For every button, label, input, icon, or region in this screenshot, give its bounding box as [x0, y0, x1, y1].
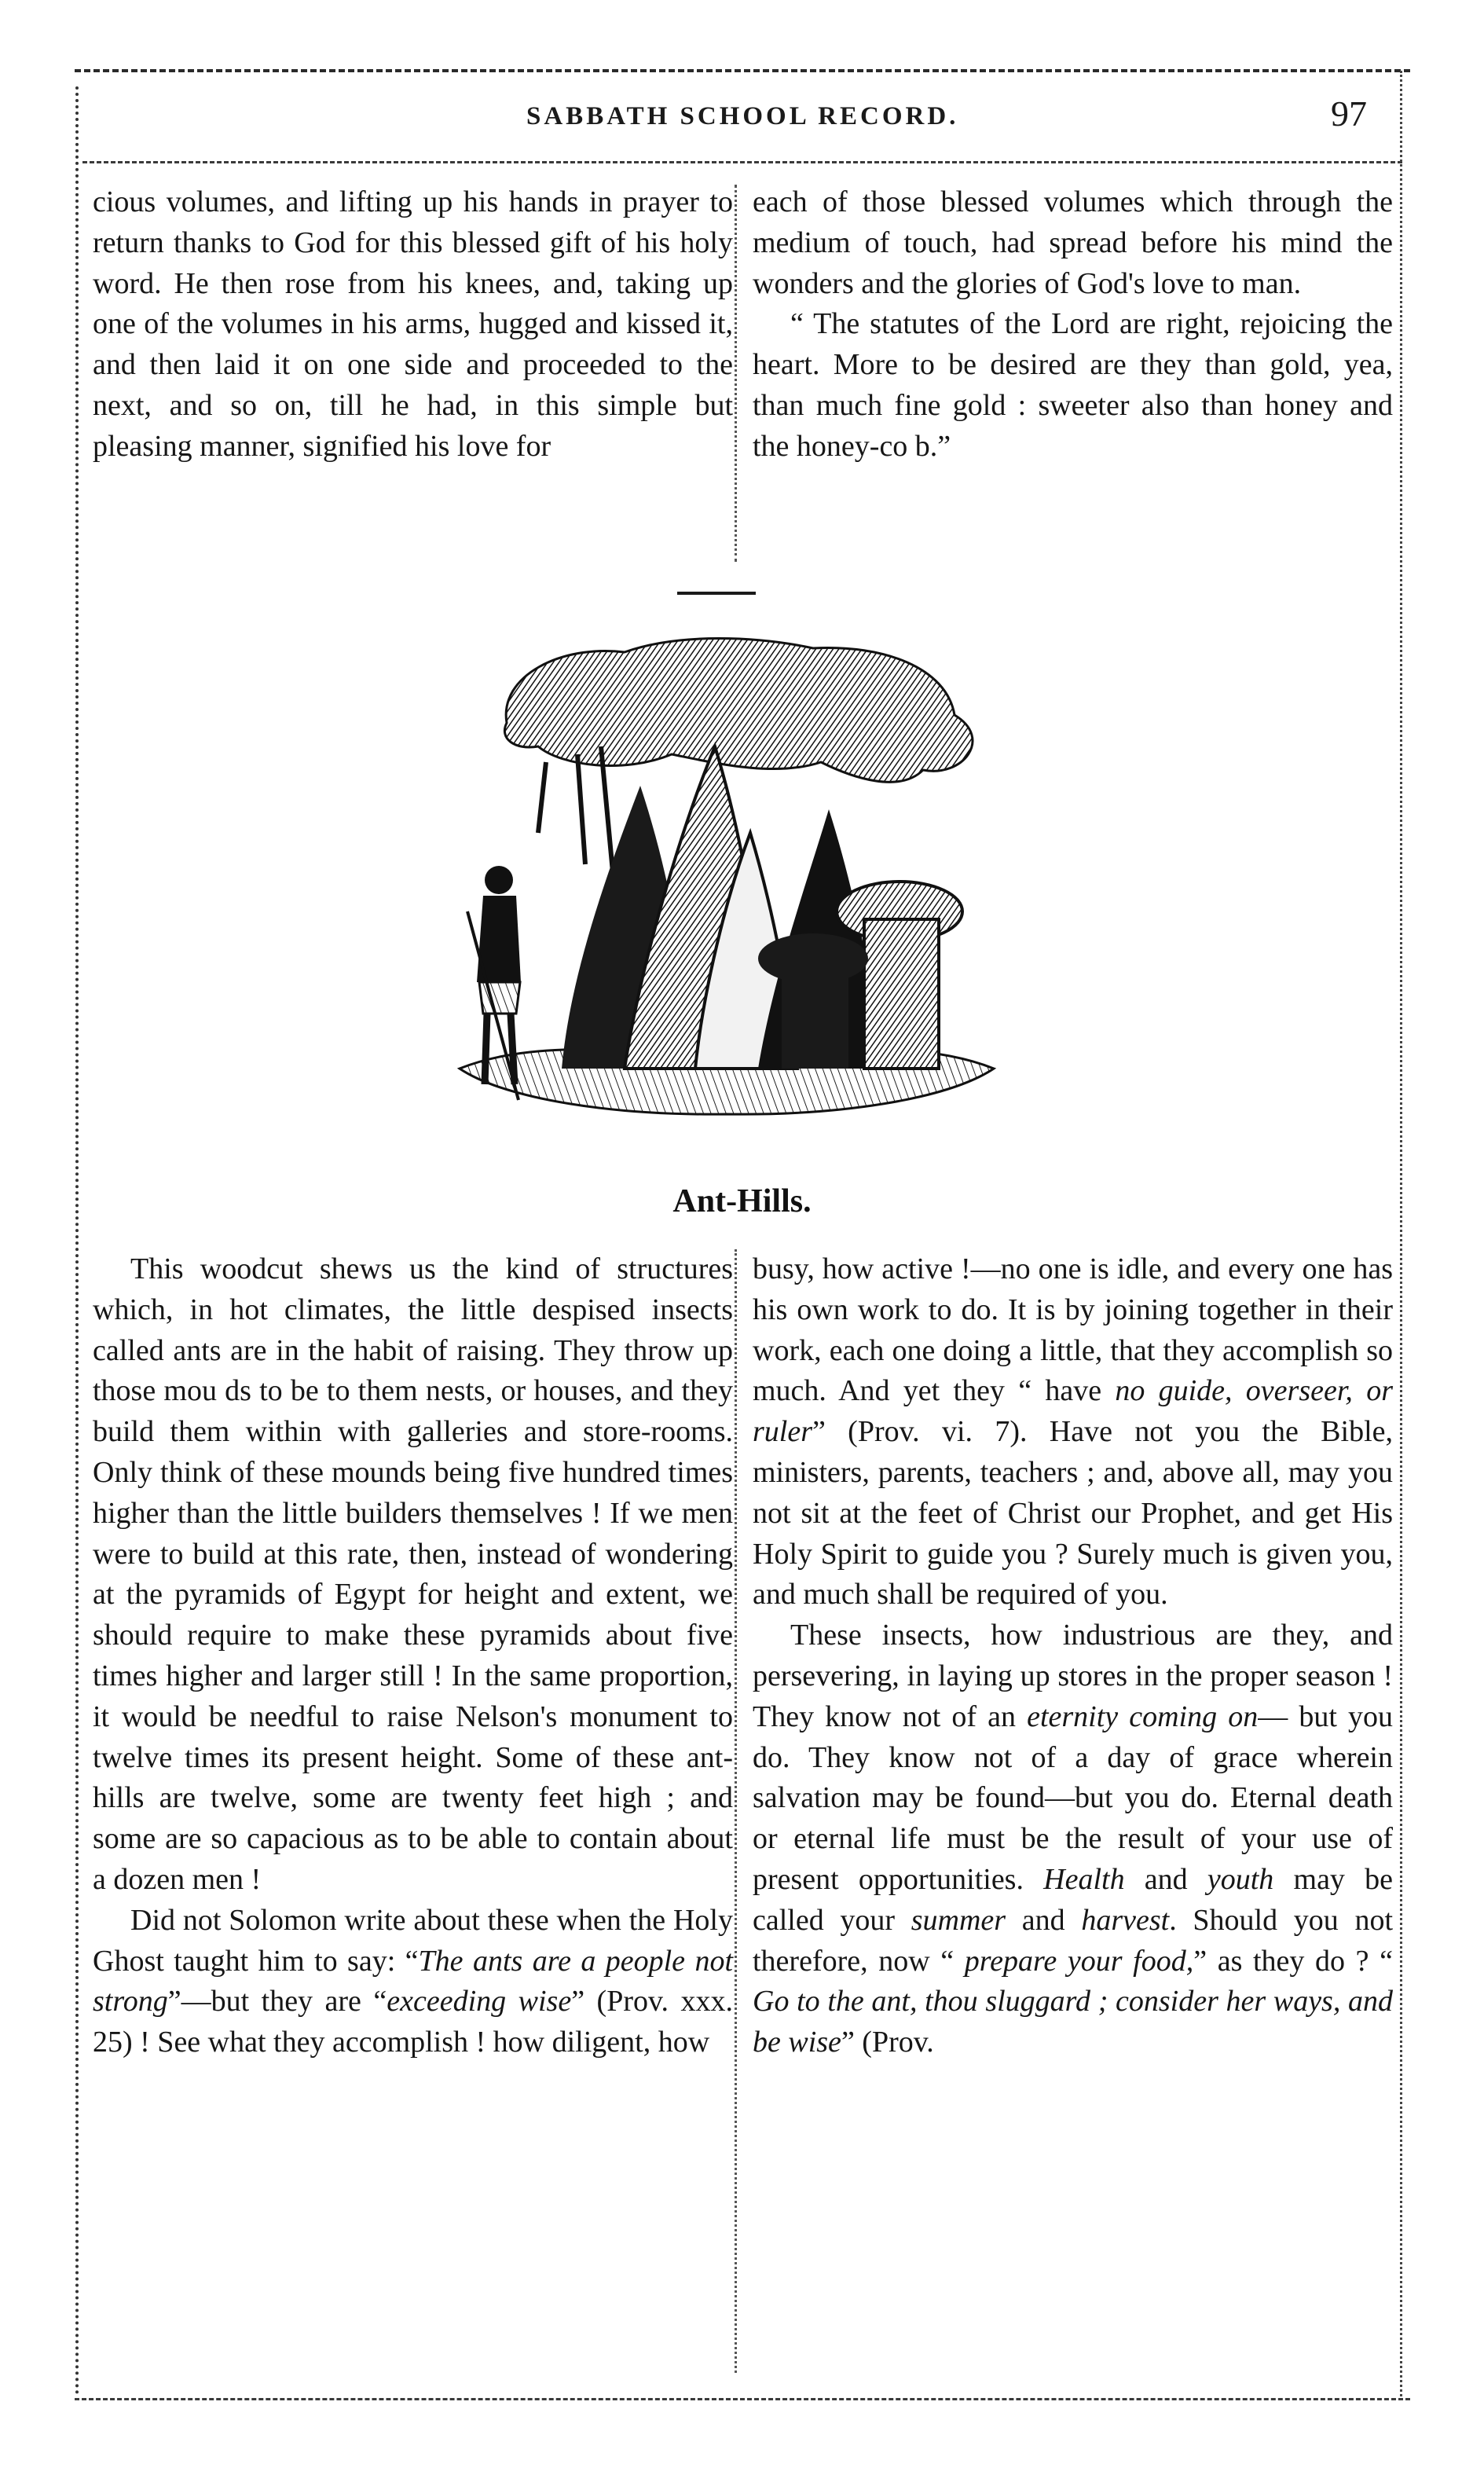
- column-divider-lower: [735, 1249, 737, 2373]
- text-run: — but you do. They know not of a day of grace wherein salvation may be found—but you do. Eternal death or eternal life must be the result of your use of present opportunities.: [753, 1700, 1393, 1896]
- scripture-quote: no guide, overseer, or ruler: [753, 1374, 1393, 1449]
- page-frame-top-rule: [75, 69, 1410, 72]
- emphasis: prepare your food,: [964, 1944, 1194, 1978]
- header-bottom-rule: [82, 161, 1402, 163]
- text-run: ” (Prov. vi. 7). Have not you the Bible, ministers, parents, teachers ; and, above all, may you not sit at the feet of Christ our Prophet, and get His Holy Spirit to guide you ? Surely much is given you, and much shall be required of you.: [753, 1415, 1393, 1612]
- paragraph: each of those blessed volumes which through the medium of touch, had spread before his mind the wonders and the glories of God's love to man.: [753, 185, 1393, 300]
- text-run: and: [1124, 1862, 1207, 1896]
- left-column-upper: [93, 182, 733, 468]
- emphasis: Health: [1043, 1862, 1125, 1896]
- emphasis: eternity coming on: [1027, 1700, 1259, 1733]
- scripture-quote: Go to the ant, thou sluggard ; consider her ways, and be wise: [753, 1985, 1393, 2059]
- mushroom-ant-hill-stem: [782, 966, 848, 1069]
- tree-canopy: [504, 639, 973, 783]
- right-column-upper: [753, 182, 1393, 468]
- running-title: SABBATH SCHOOL RECORD.: [526, 102, 959, 130]
- paragraph: [753, 1249, 1393, 1615]
- ant-hills-woodcut-illustration: [444, 629, 1009, 1131]
- text-run: These insects, how industrious are they, and persevering, in laying up stores in the proper season ! They know not of an: [753, 1619, 1393, 1733]
- page-frame-right-rule: [1400, 71, 1402, 2396]
- text-run: . Should you not therefore, now “: [753, 1903, 1394, 1978]
- emphasis: summer: [911, 1903, 1006, 1937]
- scripture-quote-paragraph: “ The statutes of the Lord are right, rejoicing the heart. More to be desired are they than gold, yea, than much fine gold : sweeter also than honey and the honey-co b.”: [753, 307, 1393, 463]
- paragraph: [93, 1901, 733, 2063]
- paragraph: [753, 1615, 1393, 2063]
- text-run: busy, how active !—no one is idle, and every one has his own work to do. It is by joining together in their work, each one doing a little, that they accomplish so much. And yet they “ have: [753, 1252, 1393, 1408]
- text-run: and: [1006, 1903, 1082, 1937]
- right-column-lower: [753, 1249, 1393, 2063]
- page-number: 97: [1331, 94, 1367, 134]
- section-separator: [677, 592, 756, 595]
- figure-caption: Ant-Hills.: [672, 1183, 812, 1219]
- mushroom-ant-hill-stem: [864, 919, 939, 1069]
- paragraph: This woodcut shews us the kind of structures which, in hot climates, the little despised insects called ants are in the habit of raising. They throw up those mou ds to be to them nests, or houses, and they build them within with galleries and store-rooms. Only think of these mounds being five hundred times higher than the little builders themselves ! If we men were to build at this rate, then, instead of wondering at the pyramids of Egypt for height and extent, we should require to make these pyramids about five times higher and larger still ! In the same proportion, it would be needful to raise Nelson's monument to twelve times its present height. Some of these ant-hills are twelve, some are twenty feet high ; and some are so capacious as to be able to contain about a dozen men !: [93, 1252, 733, 1896]
- text-run: ” (Prov. xxx. 25) ! See what they accomplish ! how diligent, how: [93, 1985, 733, 2059]
- text-run: ” as they do ? “: [1193, 1944, 1393, 1978]
- emphasis: harvest: [1081, 1903, 1170, 1937]
- running-header: [86, 93, 1391, 140]
- left-column-lower: [93, 1249, 733, 2063]
- column-divider-upper: [735, 185, 737, 562]
- page-frame-bottom-rule: [75, 2398, 1410, 2400]
- text-run: Did not Solomon write about these when the Holy Ghost taught him to say: “: [93, 1903, 733, 1978]
- emphasis: youth: [1207, 1862, 1274, 1896]
- scripture-quote: exceeding wise: [387, 1985, 572, 2018]
- page-frame-left-rule: [75, 86, 79, 2396]
- paragraph: cious volumes, and lifting up his hands in prayer to return thanks to God for this blessed gift of his holy word. He then rose from his knees, and, taking up one of the volumes in his arms, hugged and kissed it, and then laid it on one side and proceeded to the next, and so on, till he had, in this simple but pleasing manner, signified his love for: [93, 185, 733, 463]
- text-run: ”—but they are “: [167, 1985, 387, 2018]
- scripture-quote: The ants are a people not strong: [93, 1944, 733, 2018]
- text-run: may be called your: [753, 1862, 1393, 1937]
- text-run: ” (Prov.: [841, 2026, 934, 2059]
